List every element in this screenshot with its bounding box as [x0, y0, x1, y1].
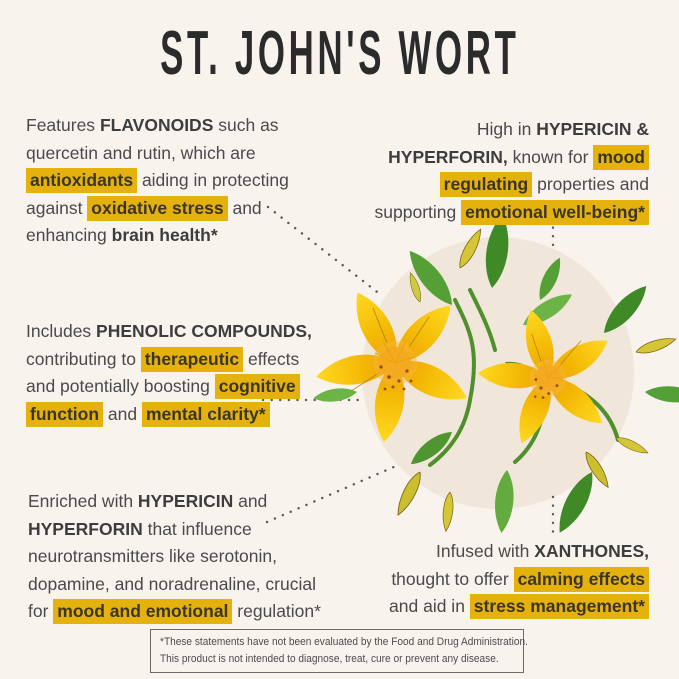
highlighted-text: mental clarity*	[142, 402, 270, 427]
text-line	[28, 516, 321, 544]
text-segment: against	[26, 197, 88, 218]
text-segment: Infused with	[436, 541, 535, 561]
text-segment: High in	[476, 119, 537, 139]
text-segment: that influence	[142, 518, 252, 539]
benefit-block-xanthones	[389, 538, 649, 621]
text-segment: for	[28, 601, 54, 622]
fda-disclaimer-line-1: *These statements have not been evaluated by the Food and Drug Administration.	[160, 636, 528, 648]
text-segment: Includes	[26, 321, 97, 341]
text-line	[389, 538, 649, 566]
text-segment: and	[233, 491, 268, 511]
text-segment: and	[227, 197, 262, 218]
page-title	[0, 16, 679, 88]
text-line	[28, 598, 321, 626]
benefit-block-hypericin-hyperforin-top	[375, 116, 649, 226]
text-segment: FLAVONOIDS	[99, 115, 214, 135]
text-line	[26, 140, 289, 168]
text-segment: enhancing	[26, 225, 112, 246]
text-line	[389, 593, 649, 621]
text-segment: HYPERFORIN	[28, 518, 143, 539]
text-segment: thought to offer	[391, 568, 514, 589]
text-line	[26, 401, 312, 429]
highlighted-text: mood and emotional	[53, 599, 232, 624]
text-line	[26, 222, 289, 250]
text-segment: quercetin and rutin, which are	[26, 142, 256, 163]
highlighted-text: stress management*	[470, 594, 649, 619]
text-line	[26, 318, 312, 346]
text-segment: contributing to	[26, 348, 141, 369]
text-segment: dopamine, and noradrenaline, crucial	[28, 573, 316, 594]
fda-disclaimer-box	[150, 629, 528, 673]
fda-disclaimer-line-2: This product is not intended to diagnose, treat, cure or prevent any disease.	[160, 652, 499, 665]
text-line	[26, 373, 312, 401]
text-line	[28, 543, 321, 571]
text-line	[375, 116, 649, 144]
text-segment: effects	[243, 348, 300, 369]
text-segment: brain health*	[111, 225, 218, 246]
text-segment: XANTHONES,	[534, 541, 649, 561]
text-segment: HYPERFORIN,	[388, 146, 508, 167]
text-segment: PHENOLIC COMPOUNDS,	[96, 321, 312, 341]
text-segment: regulation*	[232, 601, 321, 622]
text-line	[26, 112, 289, 140]
benefit-block-phenolic-compounds	[26, 318, 312, 428]
text-line	[26, 195, 289, 223]
benefit-block-hypericin-hyperforin-bottom	[28, 488, 321, 626]
highlighted-text: therapeutic	[141, 347, 243, 372]
highlighted-text: regulating	[440, 172, 533, 197]
text-line	[26, 346, 312, 374]
text-segment: Features	[26, 115, 100, 135]
text-line	[28, 488, 321, 516]
text-segment: neurotransmitters like serotonin,	[28, 546, 277, 567]
page-title-text: ST. JOHN'S WORT	[159, 17, 520, 88]
text-line	[389, 566, 649, 594]
text-line	[26, 167, 289, 195]
benefit-block-flavonoids	[26, 112, 289, 250]
highlighted-text: oxidative stress	[87, 196, 227, 221]
text-segment: such as	[213, 115, 279, 135]
text-segment: HYPERICIN	[137, 491, 234, 511]
highlighted-text: cognitive	[215, 374, 300, 399]
text-segment: and potentially boosting	[26, 376, 215, 397]
text-line	[375, 199, 649, 227]
text-segment: and	[103, 403, 142, 424]
text-line	[375, 144, 649, 172]
text-segment: Enriched with	[28, 491, 138, 511]
text-segment: properties and	[532, 174, 649, 195]
highlighted-text: emotional well-being*	[461, 200, 649, 225]
text-segment: aiding in protecting	[137, 170, 289, 191]
highlighted-text: function	[26, 402, 103, 427]
text-line	[28, 571, 321, 599]
text-segment: supporting	[374, 201, 462, 222]
text-segment: known for	[507, 146, 594, 167]
text-line	[375, 171, 649, 199]
text-segment: and aid in	[389, 596, 470, 617]
text-segment: HYPERICIN &	[536, 119, 649, 139]
highlighted-text: antioxidants	[26, 168, 137, 193]
highlighted-text: mood	[593, 145, 649, 170]
highlighted-text: calming effects	[514, 567, 649, 592]
